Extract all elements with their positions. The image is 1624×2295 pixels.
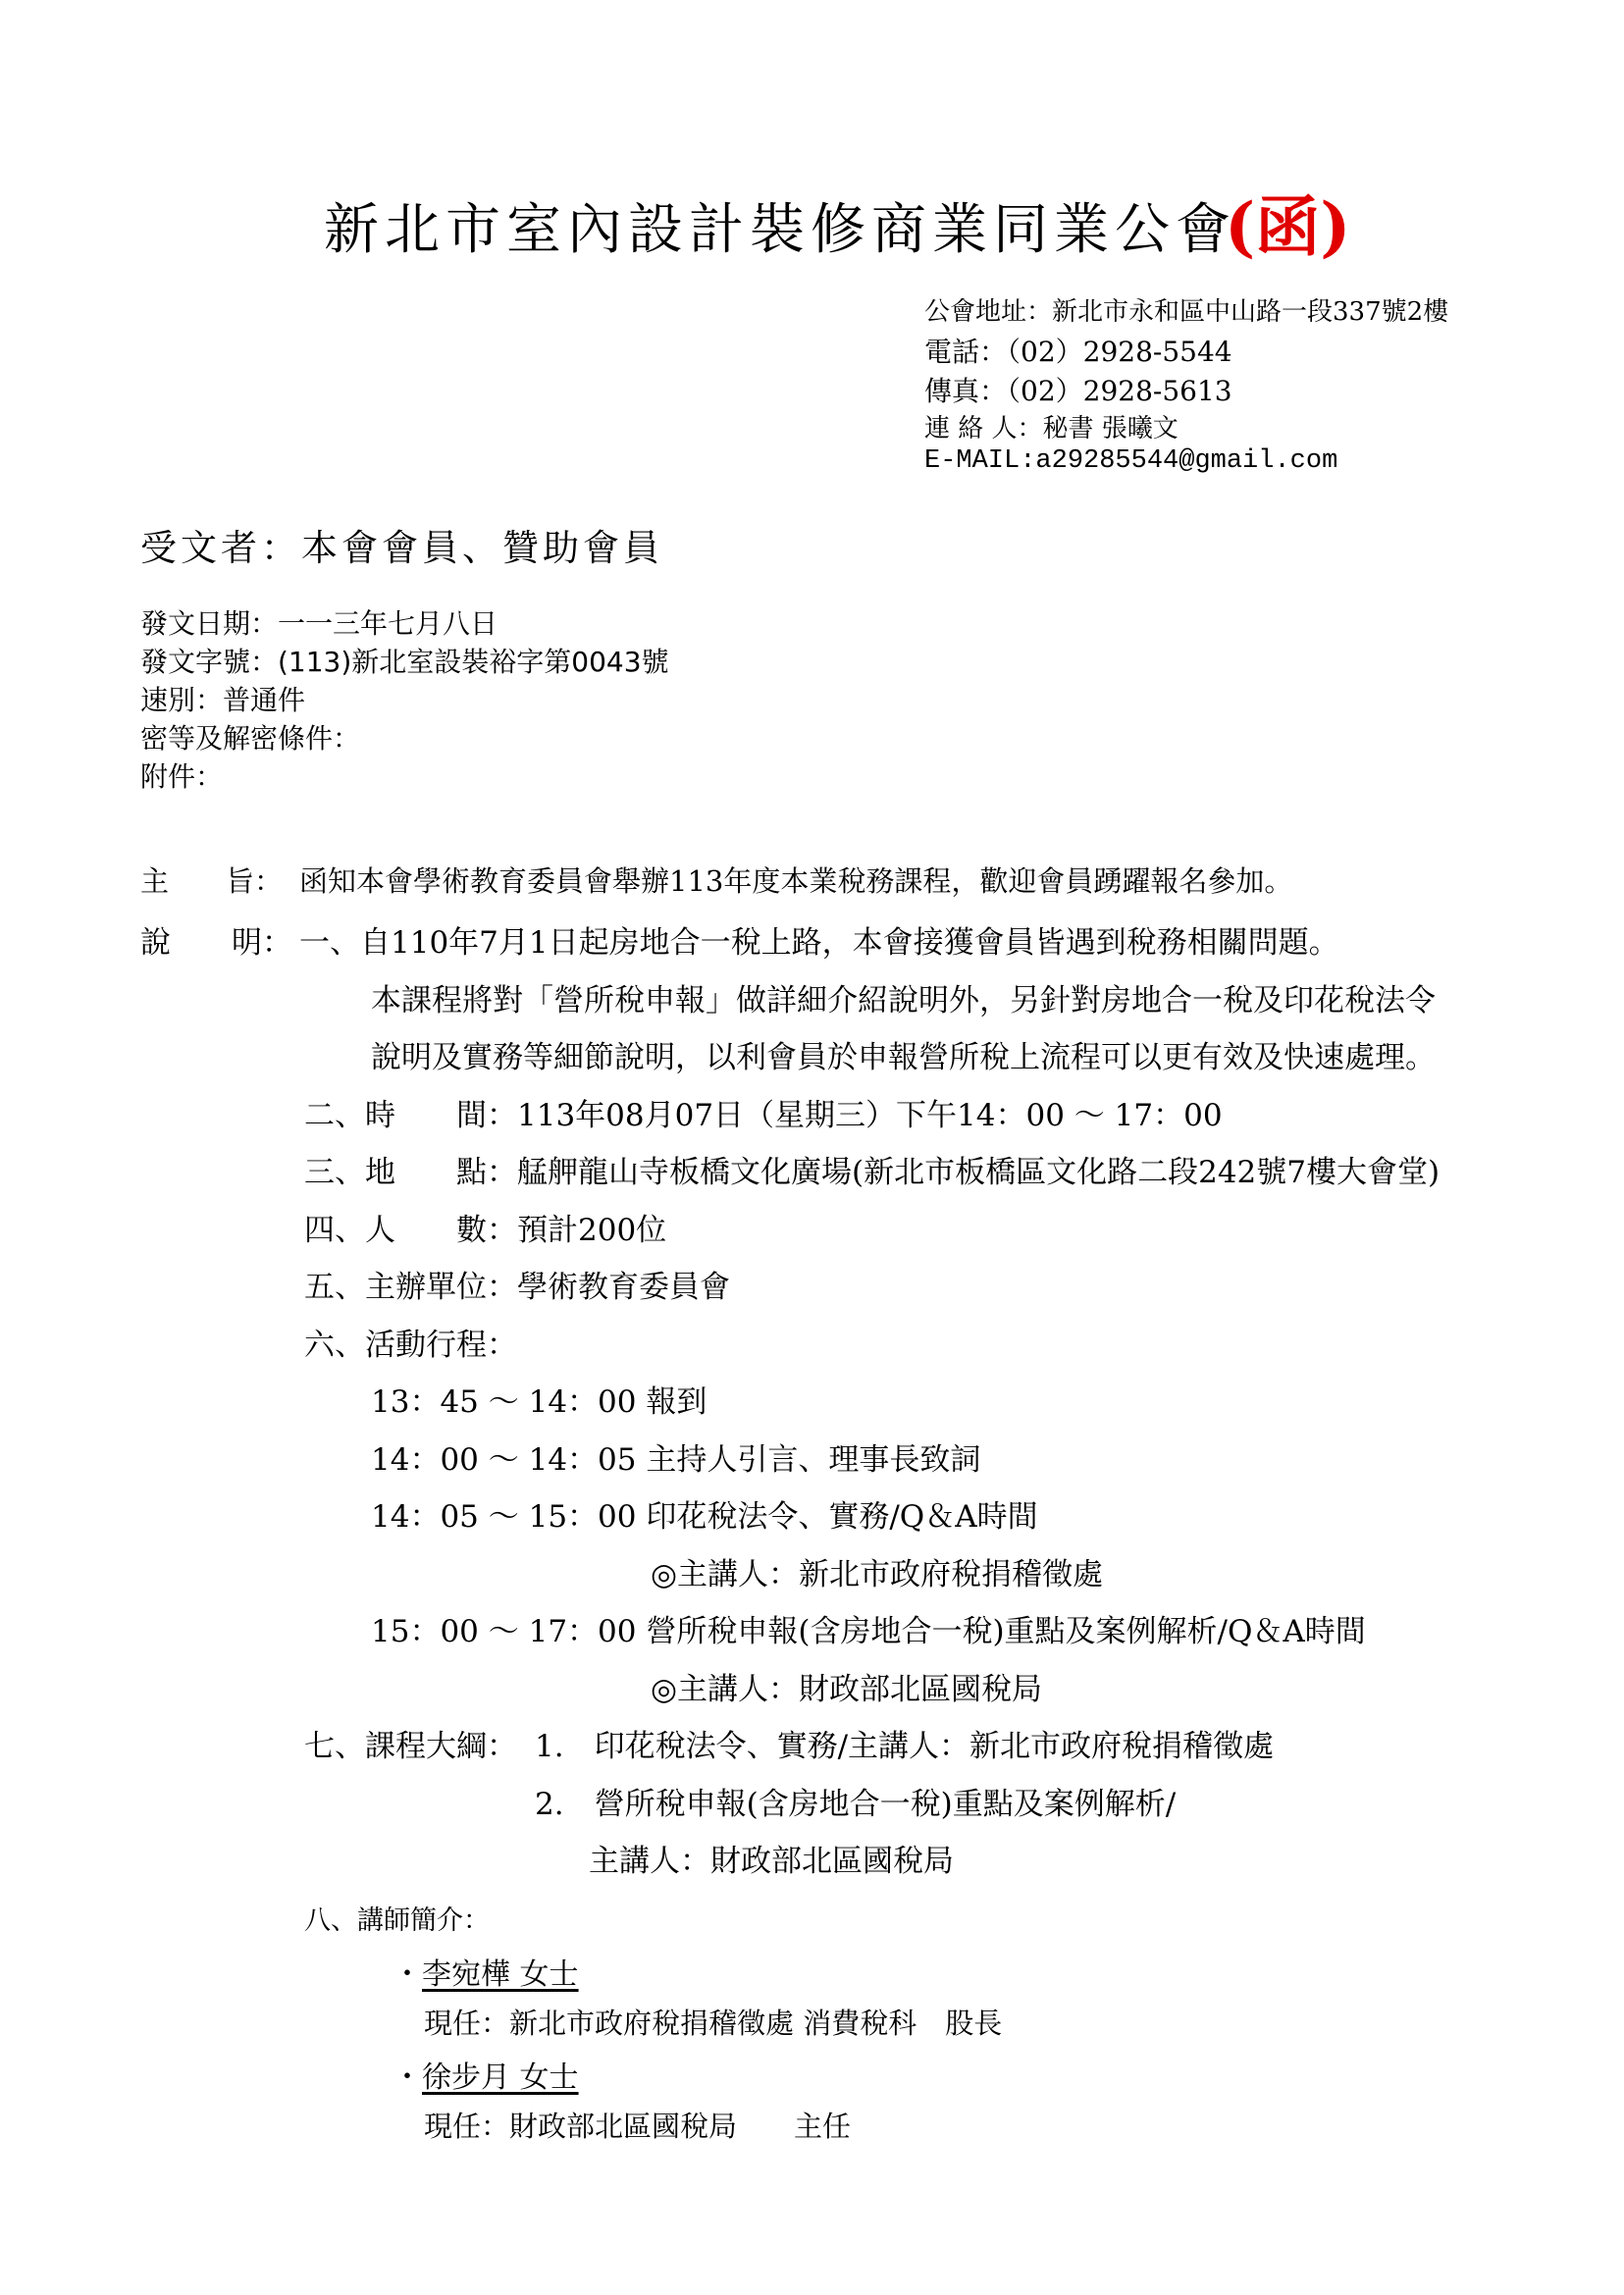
explanation-item1: 一、自110年7月1日起房地合一稅上路，本會接獲會員皆遇到稅務相關問題。 (299, 925, 1339, 961)
schedule-item: 15：00 ～ 17：00 營所稅申報(含房地合一稅)重點及案例解析/Q＆A時間 (371, 1614, 1366, 1649)
subject-label: 主 旨： (140, 864, 284, 898)
schedule-label: 六、活動行程： (304, 1328, 517, 1363)
recipient: 受文者：本會會員、贊助會員 (140, 527, 663, 569)
issue-date: 發文日期：一一三年七月八日 (140, 607, 498, 640)
doc-type-label: (函) (1225, 188, 1351, 265)
speaker2-name: 徐步月 女士 (422, 2060, 579, 2095)
attachment: 附件： (140, 760, 224, 793)
event-place: 三、地 點：艋舺龍山寺板橋文化廣場(新北市板橋區文化路二段242號7樓大會堂) (304, 1155, 1441, 1190)
event-time: 二、時 間：113年08月07日（星期三）下午14：00 ～ 17：00 (304, 1098, 1223, 1133)
org-fax: 傳真：（02）2928-5613 (924, 375, 1232, 407)
outline-item: 主講人：財政部北區國稅局 (589, 1844, 954, 1879)
speakers-label: 八、講師簡介： (304, 1905, 490, 1936)
event-organizer: 五、主辦單位：學術教育委員會 (304, 1270, 730, 1305)
schedule-speaker-note: ◎主講人：新北市政府稅捐稽徵處 (651, 1557, 1104, 1592)
schedule-item: 14：05 ～ 15：00 印花稅法令、實務/Q＆A時間 (371, 1499, 1038, 1535)
bullet-icon: ・ (393, 1957, 422, 1992)
outline-item: 1. 印花稅法令、實務/主講人：新北市政府稅捐稽徵處 (535, 1729, 1275, 1764)
delivery-speed: 速別：普通件 (140, 684, 306, 716)
explanation-label: 說 明： (140, 925, 292, 961)
issue-number: 發文字號：(113)新北室設裝裕字第0043號 (140, 646, 669, 678)
speaker2-row (393, 2053, 579, 2096)
speaker1-row (393, 1950, 579, 1993)
outline-label: 七、課程大綱： (304, 1729, 517, 1764)
speaker1-name: 李宛樺 女士 (422, 1957, 579, 1992)
explanation-item1-cont2: 說明及實務等細節說明，以利會員於申報營所稅上流程可以更有效及快速處理。 (371, 1040, 1436, 1075)
speaker2-title: 現任：財政部北區國稅局 主任 (424, 2110, 852, 2143)
schedule-item: 13：45 ～ 14：00 報到 (371, 1384, 707, 1420)
org-name-title: 新北市室內設計裝修商業同業公會 (324, 198, 1236, 262)
security-level: 密等及解密條件： (140, 722, 361, 755)
subject-text: 函知本會學術教育委員會舉辦113年度本業稅務課程，歡迎會員踴躍報名參加。 (299, 864, 1293, 898)
explanation-item1-cont1: 本課程將對「營所稅申報」做詳細介紹說明外，另針對房地合一稅及印花稅法令 (371, 983, 1436, 1018)
schedule-item: 14：00 ～ 14：05 主持人引言、理事長致詞 (371, 1442, 981, 1478)
org-address: 公會地址：新北市永和區中山路一段337號2樓 (924, 297, 1449, 327)
org-email: E-MAIL:a29285544@gmail.com (924, 446, 1338, 476)
org-phone: 電話：（02）2928-5544 (924, 336, 1232, 368)
schedule-speaker-note: ◎主講人：財政部北區國稅局 (651, 1672, 1043, 1707)
outline-item: 2. 營所稅申報(含房地合一稅)重點及案例解析/ (535, 1787, 1177, 1822)
speaker1-title: 現任：新北市政府稅捐稽徵處 消費稅科 股長 (424, 2007, 1003, 2040)
bullet-icon: ・ (393, 2060, 422, 2095)
org-contact-person: 連 絡 人：秘書 張曦文 (924, 414, 1179, 443)
event-attendance: 四、人 數：預計200位 (304, 1213, 667, 1248)
